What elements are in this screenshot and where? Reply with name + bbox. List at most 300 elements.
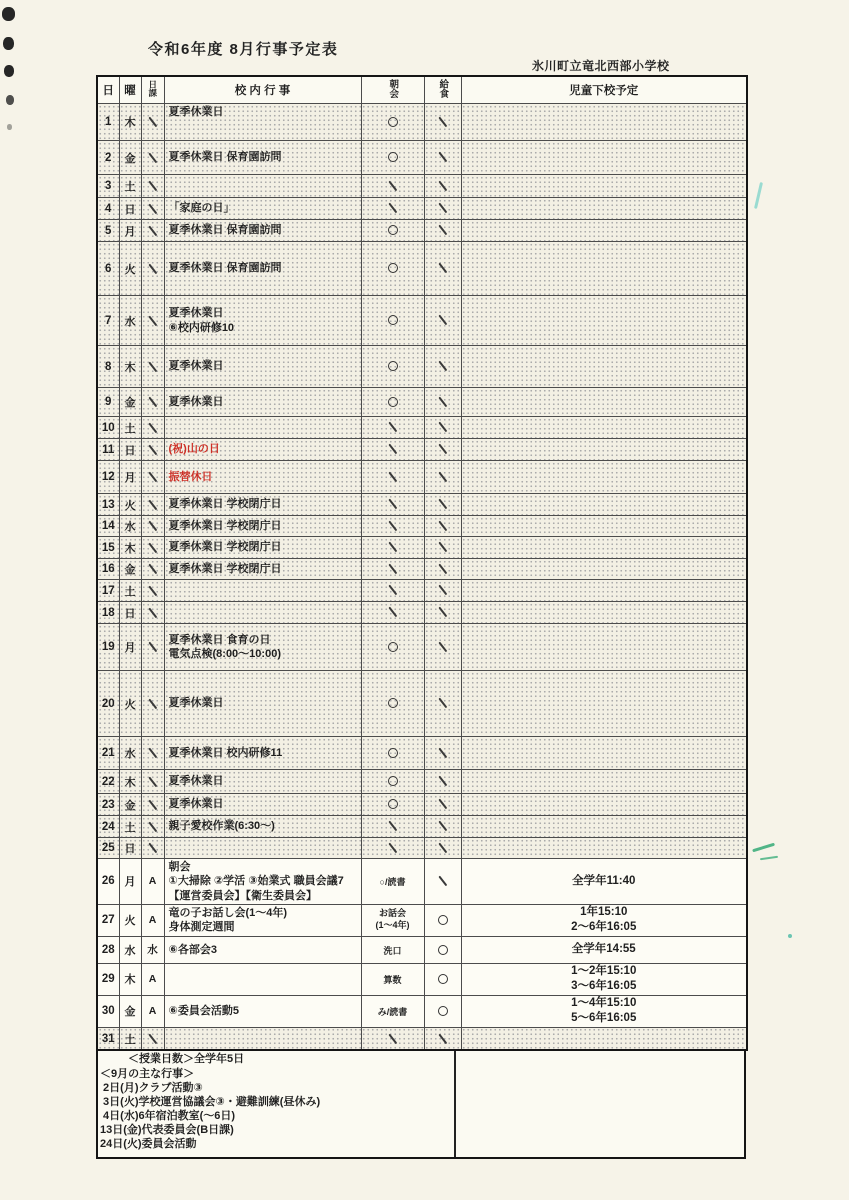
assembly-circle-mark — [388, 361, 398, 371]
morning-assembly-cell — [361, 175, 424, 198]
event-line: 朝会 — [168, 861, 191, 873]
col-header-day-label: 日 — [102, 85, 114, 97]
nikka-slash-mark — [148, 521, 157, 531]
dismissal-cell — [461, 220, 747, 242]
events-cell — [164, 838, 361, 859]
morning-assembly-cell — [361, 602, 424, 624]
day-cell: 27 — [97, 904, 119, 936]
weekday-cell: 日 — [119, 439, 141, 461]
footer-line: 2日(月)クラブ活動③ — [100, 1081, 203, 1094]
events-cell — [164, 602, 361, 624]
lunch-slash-mark — [438, 397, 447, 407]
day-cell: 6 — [97, 242, 119, 296]
day-cell: 9 — [97, 388, 119, 417]
dismissal-cell — [461, 104, 747, 141]
lunch-slash-mark — [438, 821, 447, 831]
schedule-row — [97, 494, 747, 516]
nikka-cell — [141, 220, 164, 242]
morning-assembly-cell — [361, 936, 424, 963]
lunch-cell — [424, 141, 461, 175]
event-line: 夏季休業日 — [168, 775, 224, 788]
lunch-cell — [424, 816, 461, 838]
nikka-slash-mark — [148, 226, 157, 236]
nikka-cell: A — [141, 904, 164, 936]
day-cell: 7 — [97, 296, 119, 346]
lunch-slash-mark — [438, 117, 447, 127]
event-line: 夏季休業日 食育の日 — [168, 633, 271, 646]
nikka-slash-mark — [148, 843, 157, 853]
lunch-slash-mark — [438, 203, 447, 213]
events-cell — [164, 995, 361, 1027]
lunch-slash-mark — [438, 607, 447, 617]
lunch-slash-mark — [438, 564, 447, 574]
morning-assembly-cell — [361, 220, 424, 242]
col-header-chokai — [361, 76, 424, 104]
weekday-cell: 月 — [119, 859, 141, 905]
day-cell: 30 — [97, 995, 119, 1027]
day-cell: 25 — [97, 838, 119, 859]
lunch-cell — [424, 388, 461, 417]
nikka-cell — [141, 816, 164, 838]
dismissal-line: 1～4年15:10 — [571, 996, 637, 1009]
dismissal-cell — [461, 559, 747, 580]
event-line: 「家庭の日」 — [168, 202, 235, 215]
schedule-row — [97, 816, 747, 838]
events-cell — [164, 461, 361, 494]
dismissal-line: 全学年14:55 — [571, 943, 636, 956]
events-cell — [164, 1027, 361, 1050]
dismissal-cell — [461, 838, 747, 859]
morning-assembly-cell — [361, 580, 424, 602]
schedule-row — [97, 995, 747, 1027]
events-cell — [164, 516, 361, 537]
scan-smudge — [6, 95, 14, 105]
scan-smudge — [3, 37, 14, 50]
footer-line: ＜授業日数＞全学年5日 — [128, 1053, 245, 1066]
assembly-circle-mark — [388, 117, 398, 127]
day-cell: 3 — [97, 175, 119, 198]
footer-line: ＜9月の主な行事＞ — [100, 1067, 195, 1080]
morning-assembly-cell — [361, 141, 424, 175]
day-cell: 15 — [97, 537, 119, 559]
nikka-slash-mark — [148, 777, 157, 787]
dismissal-cell — [461, 494, 747, 516]
dismissal-cell — [461, 516, 747, 537]
assembly-circle-mark — [388, 799, 398, 809]
day-cell: 8 — [97, 346, 119, 388]
lunch-slash-mark — [438, 152, 447, 162]
nikka-slash-mark — [148, 543, 157, 553]
nikka-cell — [141, 559, 164, 580]
table-header-row — [97, 76, 747, 104]
schedule-row — [97, 439, 747, 461]
weekday-cell: 土 — [119, 417, 141, 439]
day-cell: 26 — [97, 859, 119, 905]
day-cell: 20 — [97, 671, 119, 737]
schedule-row — [97, 963, 747, 995]
weekday-cell: 火 — [119, 494, 141, 516]
col-header-dow-label: 曜 — [124, 85, 136, 97]
lunch-cell — [424, 220, 461, 242]
weekday-cell: 金 — [119, 559, 141, 580]
nikka-slash-mark — [148, 316, 157, 326]
lunch-cell — [424, 516, 461, 537]
lunch-cell — [424, 624, 461, 671]
event-line: 夏季休業日 保育園訪問 — [168, 224, 282, 237]
event-line: 電気点検(8:00～10:00) — [168, 648, 281, 660]
event-line: 親子愛校作業(6:30～) — [168, 820, 275, 833]
assembly-text: 洗口 — [383, 945, 402, 956]
schedule-row — [97, 559, 747, 580]
lunch-circle-mark — [438, 1006, 448, 1016]
nikka-cell — [141, 580, 164, 602]
dismissal-cell — [461, 816, 747, 838]
event-line: 夏季休業日 学校閉庁日 — [168, 519, 282, 532]
events-cell — [164, 770, 361, 794]
weekday-cell: 水 — [119, 737, 141, 770]
nikka-cell — [141, 104, 164, 141]
events-cell — [164, 794, 361, 816]
morning-assembly-cell — [361, 242, 424, 296]
lunch-slash-mark — [438, 876, 447, 886]
event-line: 夏季休業日 保育園訪問 — [168, 151, 282, 164]
dismissal-cell — [461, 141, 747, 175]
nikka-cell — [141, 296, 164, 346]
assembly-slash-mark — [388, 585, 397, 595]
nikka-cell: A — [141, 963, 164, 995]
schedule-row — [97, 175, 747, 198]
schedule-sheet — [96, 75, 746, 1159]
col-header-geko-label: 児童下校予定 — [569, 85, 639, 97]
day-cell: 12 — [97, 461, 119, 494]
schedule-row — [97, 770, 747, 794]
events-cell — [164, 220, 361, 242]
lunch-slash-mark — [438, 472, 447, 482]
nikka-cell — [141, 602, 164, 624]
event-line: 夏季休業日 保育園訪問 — [168, 262, 282, 275]
dismissal-cell — [461, 439, 747, 461]
col-header-day — [97, 76, 119, 104]
weekday-cell: 水 — [119, 296, 141, 346]
weekday-cell: 月 — [119, 624, 141, 671]
dismissal-cell — [461, 580, 747, 602]
lunch-cell — [424, 737, 461, 770]
lunch-circle-mark — [438, 974, 448, 984]
assembly-circle-mark — [388, 397, 398, 407]
nikka-slash-mark — [148, 586, 157, 596]
nikka-cell — [141, 439, 164, 461]
dismissal-cell — [461, 859, 747, 905]
dismissal-cell — [461, 388, 747, 417]
events-cell — [164, 737, 361, 770]
nikka-cell — [141, 537, 164, 559]
schedule-row — [97, 671, 747, 737]
morning-assembly-cell — [361, 198, 424, 220]
weekday-cell: 金 — [119, 388, 141, 417]
assembly-circle-mark — [388, 225, 398, 235]
events-cell — [164, 624, 361, 671]
lunch-cell — [424, 494, 461, 516]
nikka-cell — [141, 346, 164, 388]
assembly-slash-mark — [388, 564, 397, 574]
schedule-row — [97, 141, 747, 175]
dismissal-cell — [461, 417, 747, 439]
dismissal-cell — [461, 198, 747, 220]
events-cell — [164, 904, 361, 936]
nikka-cell — [141, 737, 164, 770]
event-line: 夏季休業日 — [168, 106, 224, 118]
nikka-cell: A — [141, 995, 164, 1027]
event-line: ①大掃除 ②学活 ③始業式 職員会議7 — [168, 875, 344, 888]
morning-assembly-cell — [361, 417, 424, 439]
lunch-slash-mark — [438, 263, 447, 273]
school-name: 氷川町立竜北西部小学校 — [532, 59, 670, 73]
event-line: 夏季休業日 学校閉庁日 — [168, 541, 282, 554]
lunch-slash-mark — [438, 698, 447, 708]
footer-empty-area — [456, 1051, 744, 1157]
weekday-cell: 土 — [119, 816, 141, 838]
events-cell — [164, 816, 361, 838]
dismissal-cell — [461, 671, 747, 737]
lunch-cell — [424, 104, 461, 141]
lunch-slash-mark — [438, 521, 447, 531]
lunch-cell — [424, 175, 461, 198]
lunch-slash-mark — [438, 642, 447, 652]
pen-mark — [754, 182, 763, 209]
day-cell: 14 — [97, 516, 119, 537]
events-cell — [164, 859, 361, 905]
weekday-cell: 木 — [119, 770, 141, 794]
dismissal-cell — [461, 963, 747, 995]
day-cell: 21 — [97, 737, 119, 770]
assembly-slash-mark — [388, 203, 397, 213]
weekday-cell: 木 — [119, 346, 141, 388]
scan-smudge — [2, 7, 15, 21]
day-cell: 5 — [97, 220, 119, 242]
lunch-slash-mark — [438, 748, 447, 758]
lunch-cell — [424, 770, 461, 794]
dismissal-line: 5～6年16:05 — [571, 1012, 637, 1025]
dismissal-cell — [461, 624, 747, 671]
weekday-cell: 日 — [119, 838, 141, 859]
dismissal-cell — [461, 995, 747, 1027]
lunch-cell — [424, 461, 461, 494]
lunch-slash-mark — [438, 1033, 447, 1043]
events-cell — [164, 439, 361, 461]
col-header-nikka-label: 日課 — [147, 80, 158, 97]
dismissal-cell — [461, 537, 747, 559]
assembly-text: 算数 — [383, 975, 402, 986]
lunch-slash-mark — [438, 361, 447, 371]
dismissal-cell — [461, 737, 747, 770]
day-cell: 1 — [97, 104, 119, 141]
nikka-cell — [141, 516, 164, 537]
weekday-cell: 金 — [119, 794, 141, 816]
nikka-cell — [141, 794, 164, 816]
col-header-events — [164, 76, 361, 104]
footer-notes — [96, 1051, 746, 1159]
nikka-slash-mark — [148, 204, 157, 214]
dismissal-line: 1～2年15:10 — [571, 964, 637, 977]
lunch-cell — [424, 296, 461, 346]
assembly-slash-mark — [388, 1033, 397, 1043]
morning-assembly-cell — [361, 559, 424, 580]
lunch-cell — [424, 537, 461, 559]
weekday-cell: 月 — [119, 461, 141, 494]
lunch-slash-mark — [438, 585, 447, 595]
col-header-nikka — [141, 76, 164, 104]
schedule-row — [97, 296, 747, 346]
pen-mark — [752, 843, 775, 852]
event-line: 夏季休業日 — [168, 395, 224, 408]
event-line: ⑥各部会3 — [168, 943, 217, 956]
weekday-cell: 木 — [119, 963, 141, 995]
lunch-cell — [424, 794, 461, 816]
events-cell — [164, 346, 361, 388]
event-line: (祝)山の日 — [168, 443, 220, 456]
event-line: 振替休日 — [168, 470, 213, 483]
morning-assembly-cell — [361, 859, 424, 905]
day-cell: 16 — [97, 559, 119, 580]
schedule-row — [97, 346, 747, 388]
col-header-events-label: 校 内 行 事 — [234, 85, 291, 97]
assembly-circle-mark — [388, 698, 398, 708]
schedule-row — [97, 388, 747, 417]
events-cell — [164, 494, 361, 516]
day-cell: 11 — [97, 439, 119, 461]
morning-assembly-cell — [361, 516, 424, 537]
assembly-text: ○/読書 — [379, 877, 406, 888]
schedule-row — [97, 461, 747, 494]
event-line: 夏季休業日 — [168, 798, 224, 811]
footer-notes-text — [98, 1051, 456, 1157]
day-cell: 19 — [97, 624, 119, 671]
nikka-slash-mark — [148, 423, 157, 433]
events-cell — [164, 580, 361, 602]
morning-assembly-cell — [361, 737, 424, 770]
nikka-cell: 水 — [141, 936, 164, 963]
footer-line: 13日(金)代表委員会(B日課) — [100, 1123, 234, 1136]
nikka-cell: A — [141, 859, 164, 905]
assembly-slash-mark — [388, 472, 397, 482]
morning-assembly-cell — [361, 461, 424, 494]
events-cell — [164, 936, 361, 963]
lunch-cell — [424, 671, 461, 737]
schedule-row — [97, 794, 747, 816]
weekday-cell: 木 — [119, 537, 141, 559]
lunch-cell — [424, 904, 461, 936]
event-line: 夏季休業日 — [168, 697, 224, 710]
lunch-cell — [424, 838, 461, 859]
dismissal-cell — [461, 794, 747, 816]
events-cell — [164, 198, 361, 220]
weekday-cell: 日 — [119, 198, 141, 220]
nikka-cell — [141, 838, 164, 859]
pen-mark — [760, 856, 778, 860]
nikka-cell — [141, 242, 164, 296]
nikka-slash-mark — [148, 397, 157, 407]
assembly-circle-mark — [388, 152, 398, 162]
lunch-slash-mark — [438, 181, 447, 191]
schedule-table — [96, 75, 748, 1051]
morning-assembly-cell — [361, 963, 424, 995]
weekday-cell: 火 — [119, 904, 141, 936]
weekday-cell: 水 — [119, 936, 141, 963]
nikka-slash-mark — [148, 153, 157, 163]
lunch-circle-mark — [438, 945, 448, 955]
morning-assembly-cell — [361, 904, 424, 936]
morning-assembly-cell — [361, 494, 424, 516]
event-line: 夏季休業日 学校閉庁日 — [168, 562, 282, 575]
event-line: ⑥校内研修10 — [168, 321, 235, 334]
nikka-slash-mark — [148, 748, 157, 758]
assembly-circle-mark — [388, 642, 398, 652]
col-header-kyushoku — [424, 76, 461, 104]
day-cell: 29 — [97, 963, 119, 995]
lunch-slash-mark — [438, 499, 447, 509]
lunch-cell — [424, 580, 461, 602]
assembly-circle-mark — [388, 776, 398, 786]
schedule-row — [97, 838, 747, 859]
weekday-cell: 日 — [119, 602, 141, 624]
events-cell — [164, 537, 361, 559]
event-line: 夏季休業日 — [168, 360, 224, 373]
assembly-slash-mark — [388, 843, 397, 853]
lunch-slash-mark — [438, 225, 447, 235]
events-cell — [164, 963, 361, 995]
lunch-cell — [424, 439, 461, 461]
assembly-text: お話会 (1～4年) — [375, 908, 410, 931]
lunch-slash-mark — [438, 444, 447, 454]
footer-line: 24日(火)委員会活動 — [100, 1137, 197, 1150]
dismissal-cell — [461, 936, 747, 963]
event-line: 夏季休業日 校内研修11 — [168, 746, 283, 759]
assembly-circle-mark — [388, 263, 398, 273]
lunch-cell — [424, 859, 461, 905]
weekday-cell: 土 — [119, 580, 141, 602]
events-cell — [164, 417, 361, 439]
weekday-cell: 金 — [119, 995, 141, 1027]
dismissal-cell — [461, 175, 747, 198]
schedule-row — [97, 580, 747, 602]
nikka-cell — [141, 388, 164, 417]
nikka-slash-mark — [148, 699, 157, 709]
schedule-row — [97, 242, 747, 296]
weekday-cell: 月 — [119, 220, 141, 242]
lunch-cell — [424, 346, 461, 388]
morning-assembly-cell — [361, 1027, 424, 1050]
dismissal-line: 2～6年16:05 — [571, 921, 637, 934]
schedule-rows — [97, 104, 747, 1051]
weekday-cell: 土 — [119, 1027, 141, 1050]
event-line: 夏季休業日 — [168, 307, 224, 320]
nikka-cell — [141, 175, 164, 198]
schedule-row — [97, 198, 747, 220]
event-line: 竜の子お話し会(1～4年) — [168, 907, 288, 920]
day-cell: 13 — [97, 494, 119, 516]
lunch-cell — [424, 559, 461, 580]
dismissal-cell — [461, 602, 747, 624]
page-title: 令和6年度 8月行事予定表 — [148, 41, 339, 58]
morning-assembly-cell — [361, 346, 424, 388]
morning-assembly-cell — [361, 770, 424, 794]
event-line: 身体測定週間 — [168, 921, 235, 934]
lunch-slash-mark — [438, 542, 447, 552]
weekday-cell: 土 — [119, 175, 141, 198]
lunch-cell — [424, 242, 461, 296]
events-cell — [164, 388, 361, 417]
weekday-cell: 木 — [119, 104, 141, 141]
